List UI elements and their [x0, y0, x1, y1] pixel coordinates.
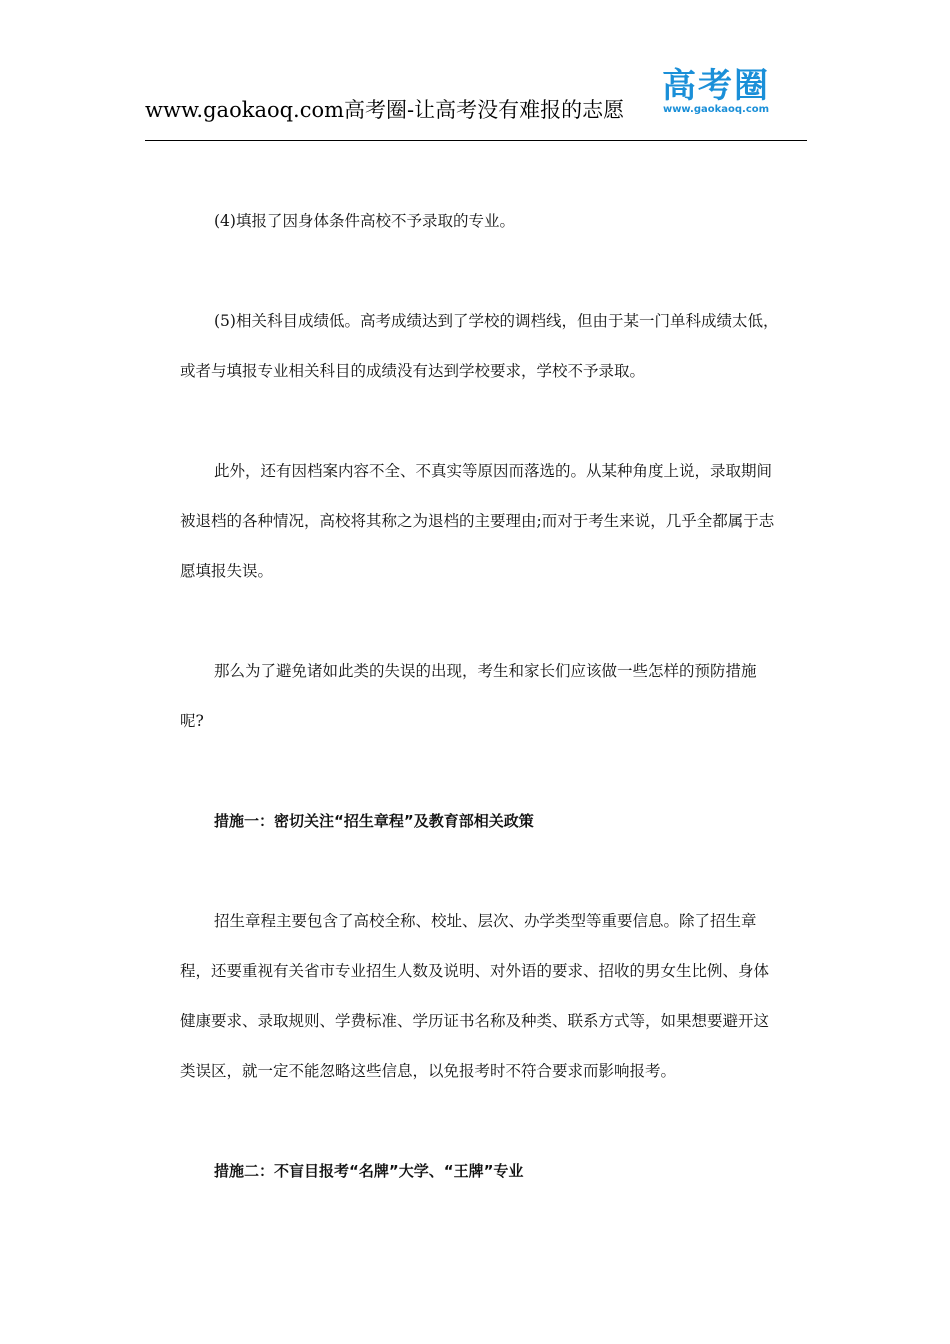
heading-measure-1: 措施一：密切关注“招生章程”及教育部相关政策: [214, 812, 534, 830]
gaokaoq-logo: [655, 66, 777, 120]
logo-text: 高考圈: [662, 66, 770, 106]
paragraph-question: 那么为了避免诸如此类的失误的出现，考生和家长们应该做一些怎样的预防措施呢?: [180, 662, 757, 730]
document-body: [180, 196, 780, 1246]
paragraph-item-5: (5)相关科目成绩低。高考成绩达到了学校的调档线，但由于某一门单科成绩太低，或者与填报专业相关科目的成绩没有达到学校要求，学校不予录取。: [180, 312, 779, 380]
paragraph-item-4: (4)填报了因身体条件高校不予录取的专业。: [214, 212, 515, 230]
paragraph-other-reasons: 此外，还有因档案内容不全、不真实等原因而落选的。从某种角度上说，录取期间被退档的各种情况，高校将其称之为退档的主要理由;而对于考生来说，几乎全都属于志愿填报失误。: [180, 462, 775, 580]
header-divider: [145, 140, 807, 141]
logo-url: www.gaokaoq.com: [662, 104, 770, 115]
site-title: www.gaokaoq.com高考圈-让高考没有难报的志愿: [145, 98, 625, 122]
paragraph-admission-rules: 招生章程主要包含了高校全称、校址、层次、办学类型等重要信息。除了招生章程，还要重视有关省市专业招生人数及说明、对外语的要求、招收的男女生比例、身体健康要求、录取规则、学费标准、学历证书名称及种类、联系方式等，如果想要避开这类误区，就一定不能忽略这些信息，以免报考时不符合要求而影响报考。: [180, 912, 770, 1080]
heading-measure-2: 措施二：不盲目报考“名牌”大学、“王牌”专业: [214, 1162, 524, 1180]
page-header: [145, 66, 807, 142]
